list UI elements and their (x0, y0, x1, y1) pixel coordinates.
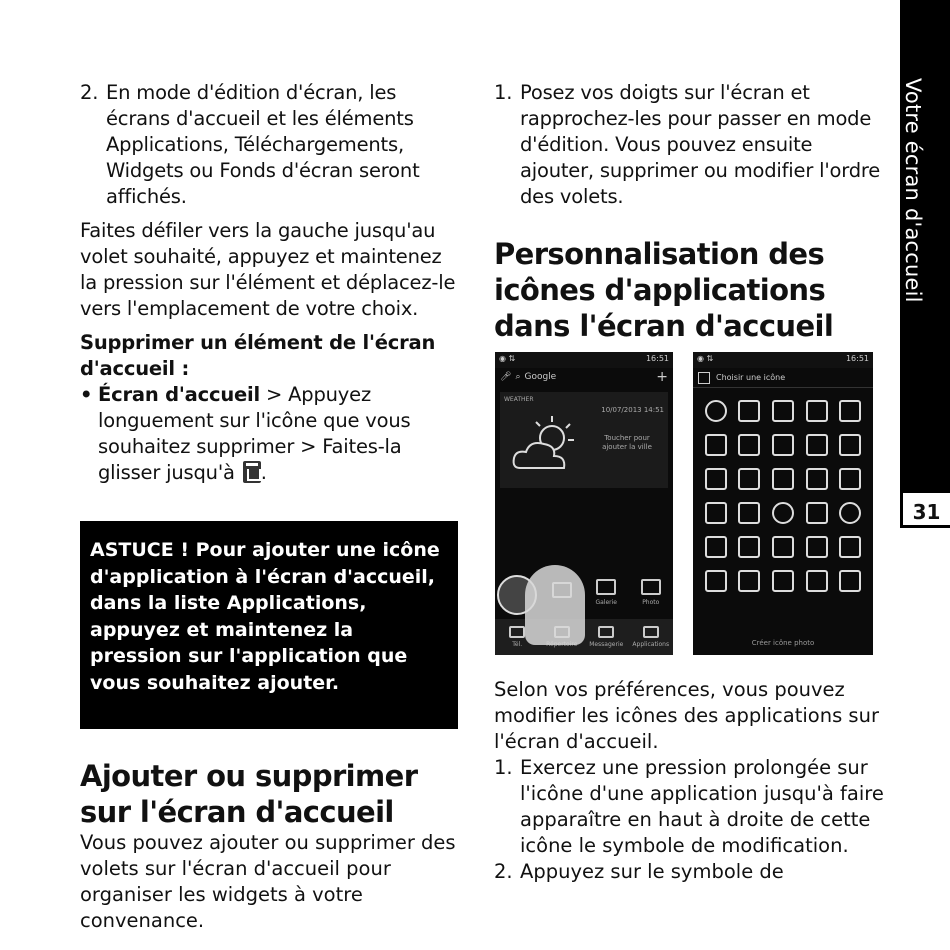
icon-option (733, 570, 767, 592)
step-number: 1. (494, 756, 513, 779)
status-bar (495, 352, 673, 368)
icon-option (833, 570, 867, 592)
icon-option (699, 570, 733, 592)
icon-option (800, 536, 834, 558)
side-tab-label: Votre écran d'accueil (901, 78, 925, 303)
edit-icon (698, 372, 710, 384)
icon-option (800, 570, 834, 592)
icon-chooser-title: Choisir une icône (716, 373, 786, 382)
bottom-item-phone: Tél. (497, 626, 537, 648)
icon-option (699, 400, 733, 422)
bullet-dot: • (80, 383, 93, 406)
icon-option (766, 570, 800, 592)
weather-date: 10/07/2013 14:51 (601, 406, 664, 414)
icon-option (733, 400, 767, 422)
weather-widget (500, 392, 668, 488)
scroll-instructions: Faites défiler vers la gauche jusqu'au volet souhaité, appuyez et maintenez la pression sur l'élément et déplacez-le vers l'emplacement de votre choix. (80, 219, 456, 320)
icon-option (800, 502, 834, 524)
section-title: Ajouter ou supprimer sur l'écran d'accueil (80, 759, 418, 829)
bottom-item-apps: Applications (631, 626, 671, 648)
icon-option (699, 502, 733, 524)
icon-option (800, 434, 834, 456)
status-icons: ◉ ⇅ (697, 354, 714, 363)
weather-tap-text: Toucher pour ajouter la ville (602, 434, 652, 451)
weather-label: WEATHER (504, 396, 534, 403)
google-search-bar (495, 368, 673, 386)
step-number: 1. (494, 81, 513, 104)
bullet-end: . (260, 461, 267, 484)
left-column (80, 80, 462, 486)
step-1 (494, 80, 884, 210)
icon-option (766, 536, 800, 558)
icon-option (699, 434, 733, 456)
icon-option (800, 400, 834, 422)
icon-option (733, 536, 767, 558)
icon-option (800, 468, 834, 490)
dock-item-photo: Photo (631, 579, 671, 606)
tip-box (80, 521, 458, 729)
step-text: En mode d'édition d'écran, les écrans d'accueil et les éléments Applications, Téléchargements, Widgets ou Fonds d'écran seront affichés. (106, 81, 420, 208)
step-text: Exercez une pression prolongée sur l'icône d'une application jusqu'à faire apparaître en haut à droite de cette icône le symbole de modification. (520, 756, 884, 857)
phone-screenshot-icons (693, 352, 873, 655)
icon-option (733, 468, 767, 490)
icon-option (733, 434, 767, 456)
dock-item-gallery: Galerie (586, 579, 626, 606)
create-photo-icon-label: Créer icône photo (751, 639, 815, 647)
step-number: 2. (80, 81, 99, 104)
step-text: Posez vos doigts sur l'écran et rapprochez-les pour passer en mode d'édition. Vous pouvez ensuite ajouter, supprimer ou modifier l'ordre des volets. (520, 81, 881, 208)
page-number: 31 (900, 490, 950, 528)
icon-option (833, 434, 867, 456)
step-number: 2. (494, 860, 513, 883)
section-customize (494, 236, 884, 344)
icon-option (833, 400, 867, 422)
icon-grid (693, 388, 873, 592)
icon-option (766, 502, 800, 524)
section-add-remove (80, 758, 462, 934)
step-text: Appuyez sur le symbole de (520, 860, 784, 883)
icon-chooser-header (693, 368, 873, 388)
hand-icon (525, 565, 585, 645)
search-icon: ⌕ (515, 372, 521, 382)
step-2b (494, 859, 884, 885)
mid-column (494, 80, 884, 210)
phone-screenshot-home (495, 352, 673, 655)
section-title: Personnalisation des icônes d'applications dans l'écran d'accueil (494, 237, 834, 343)
bullet-bold-text: Écran d'accueil (98, 383, 261, 406)
status-time: 16:51 (645, 354, 669, 363)
mid-lower-text (494, 677, 884, 885)
icon-option (733, 502, 767, 524)
icon-option (766, 400, 800, 422)
icon-option (699, 536, 733, 558)
plus-icon: + (656, 369, 668, 385)
remove-bullet (80, 382, 462, 486)
status-bar (693, 352, 873, 368)
bullet-body-text: > Appuyez longuement sur l'icône que vous souhaitez supprimer > Faites-la glisser jusqu'à (98, 383, 411, 484)
icon-option (833, 536, 867, 558)
status-time: 16:51 (845, 354, 869, 363)
remove-heading: Supprimer un élément de l'écran d'accueil : (80, 331, 436, 380)
icon-option (833, 502, 867, 524)
weather-cloud-sun-icon (510, 412, 580, 477)
icon-option (699, 468, 733, 490)
section-body: Vous pouvez ajouter ou supprimer des volets sur l'écran d'accueil pour organiser les widgets à votre convenance. (80, 831, 456, 932)
tip-text: ASTUCE ! Pour ajouter une icône d'application à l'écran d'accueil, dans la liste Applications, appuyez et maintenez la pression sur l'application que vous souhaitez ajouter. (90, 539, 440, 694)
icon-option (766, 434, 800, 456)
bullet-text (98, 382, 462, 486)
icon-option (833, 468, 867, 490)
trash-icon (243, 461, 261, 483)
intro-text: Selon vos préférences, vous pouvez modifier les icônes des applications sur l'écran d'accueil. (494, 678, 879, 753)
bottom-item-messaging: Messagerie (586, 626, 626, 648)
google-label: Google (524, 372, 557, 382)
icon-option (766, 468, 800, 490)
step-2 (80, 80, 462, 210)
step-1b (494, 755, 884, 859)
status-icons: ◉ ⇅ (499, 354, 516, 363)
mic-icon: 🎤︎ (500, 372, 512, 382)
